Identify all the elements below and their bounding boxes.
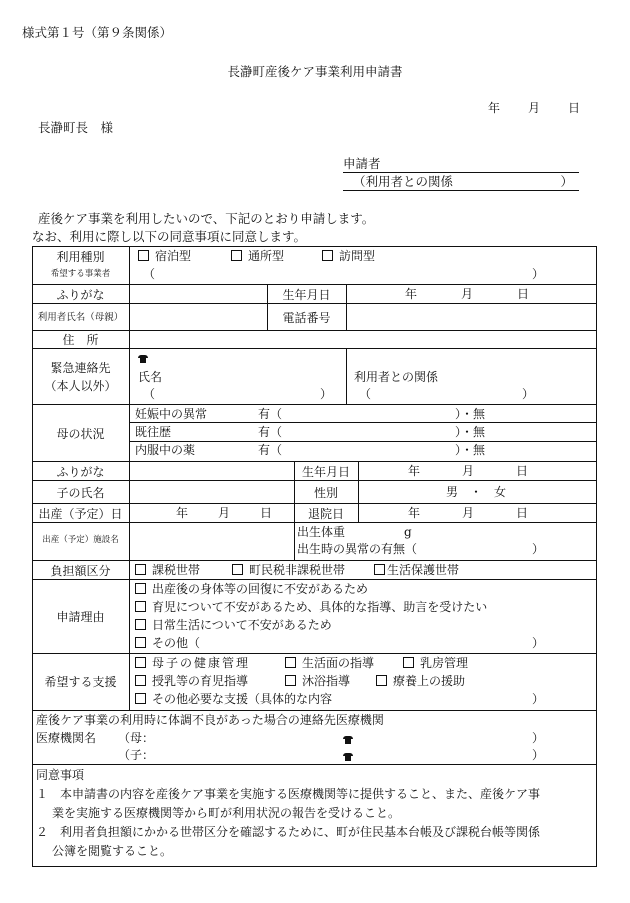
date-month: 月 xyxy=(528,101,541,115)
reason-option-other[interactable]: その他（ xyxy=(135,635,200,651)
checkbox[interactable] xyxy=(374,564,385,575)
reason-other-close: ） xyxy=(532,636,545,650)
usage-option-visit[interactable]: 訪問型 xyxy=(322,248,375,264)
phone-icon xyxy=(138,351,148,367)
due-date-fmt: 年 月 日 xyxy=(176,506,273,520)
relation-label: （利用者との関係 xyxy=(353,174,454,189)
status-has-pregnancy[interactable]: 有（ xyxy=(258,407,283,421)
provider-open-paren: （ xyxy=(143,267,156,281)
checkbox[interactable] xyxy=(403,657,414,668)
usage-type-sub: 希望する事業者 xyxy=(50,269,111,279)
emergency-name-label: 氏名 xyxy=(138,370,163,384)
emergency-relation-open: （ xyxy=(359,387,372,401)
emergency-relation-close: ） xyxy=(522,387,535,401)
medical-child-paren: （子： xyxy=(118,748,155,762)
checkbox[interactable] xyxy=(285,675,296,686)
reason-option-recovery[interactable]: 出産後の身体等の回復に不安があるため xyxy=(135,581,368,597)
support-bathing[interactable]: 沐浴指導 xyxy=(285,673,350,689)
weight-unit: g xyxy=(404,525,412,539)
facility-label: 出産（予定）施設名 xyxy=(42,535,119,545)
status-has-medicine[interactable]: 有（ xyxy=(258,443,283,457)
phone-label: 電話番号 xyxy=(282,311,331,325)
support-feeding[interactable]: 授乳等の育児指導 xyxy=(135,673,248,689)
usage-option-daycare[interactable]: 通所型 xyxy=(231,248,284,264)
status-none-pregnancy[interactable]: ）・無 xyxy=(455,407,486,421)
birth-weight-label: 出生体重 xyxy=(297,525,346,539)
checkbox[interactable] xyxy=(232,564,243,575)
checkbox[interactable] xyxy=(135,583,146,594)
burden-label: 負担額区分 xyxy=(50,564,111,578)
form-number: 様式第１号（第９条関係） xyxy=(22,25,173,40)
emergency-label-sub: （本人以外） xyxy=(44,379,117,393)
support-health[interactable]: 母子の健康管理 xyxy=(135,655,250,671)
checkbox[interactable] xyxy=(135,693,146,704)
burden-option-nontaxed[interactable]: 町民税非課税世帯 xyxy=(232,562,345,578)
checkbox[interactable] xyxy=(138,250,149,261)
checkbox[interactable] xyxy=(376,675,387,686)
applicant-label: 申請者 xyxy=(343,156,381,171)
medical-mother-phone-icon xyxy=(343,732,353,748)
medical-mother-paren: （母： xyxy=(118,731,155,745)
address-label: 住 所 xyxy=(62,333,99,347)
provider-close-paren: ） xyxy=(532,267,545,281)
furigana-label: ふりがな xyxy=(56,288,105,302)
checkbox[interactable] xyxy=(135,564,146,575)
status-label-pregnancy: 妊娠中の異常 xyxy=(135,407,208,421)
birth-abnormal-close: ） xyxy=(532,542,545,556)
consent-item-1b: 業を実施する医療機関等から町が利用状況の報告を受けること。 xyxy=(52,806,401,820)
status-none-history[interactable]: ）・無 xyxy=(455,425,486,439)
reason-option-childcare[interactable]: 育児について不安があるため、具体的な指導、助言を受けたい xyxy=(135,599,487,615)
reason-option-daily[interactable]: 日常生活について不安があるため xyxy=(135,617,332,633)
birth-abnormal-label: 出生時の異常の有無（ xyxy=(297,542,418,556)
applicant-line[interactable] xyxy=(343,156,579,173)
checkbox[interactable] xyxy=(322,250,333,261)
child-birth-label: 生年月日 xyxy=(301,465,350,479)
medical-heading: 産後ケア事業の利用時に体調不良があった場合の連絡先医療機関 xyxy=(36,713,384,727)
emergency-label: 緊急連絡先 xyxy=(50,361,111,375)
checkbox[interactable] xyxy=(135,637,146,648)
status-label-history: 既往歴 xyxy=(135,425,172,439)
burden-option-taxed[interactable]: 課税世帯 xyxy=(135,562,200,578)
relation-close: ） xyxy=(560,174,573,189)
consent-item-2a: ２ 利用者負担額にかかる世帯区分を確認するために、町が住民基本台帳及び課税台帳等関係 xyxy=(36,825,541,839)
usage-option-stay[interactable]: 宿泊型 xyxy=(138,248,191,264)
reason-label: 申請理由 xyxy=(56,610,105,624)
checkbox[interactable] xyxy=(231,250,242,261)
gender-label: 性別 xyxy=(313,486,338,500)
checkbox[interactable] xyxy=(135,619,146,630)
consent-item-2b: 公簿を閲覧すること。 xyxy=(52,844,173,858)
medical-child-phone-icon xyxy=(343,749,353,765)
mother-status-label: 母の状況 xyxy=(56,427,105,441)
status-label-medicine: 内服中の薬 xyxy=(135,443,196,457)
child-name-label: 子の氏名 xyxy=(56,486,105,500)
birth-date-fmt: 年 月 日 xyxy=(405,287,530,301)
user-name-label: 利用者氏名（母親） xyxy=(37,312,124,323)
discharge-label: 退院日 xyxy=(307,507,344,521)
relation-line[interactable] xyxy=(343,174,579,191)
date-year: 年 xyxy=(488,101,501,115)
burden-option-welfare[interactable]: 生活保護世帯 xyxy=(374,562,459,578)
emergency-open-paren: （ xyxy=(143,387,156,401)
discharge-date-fmt: 年 月 日 xyxy=(408,506,529,520)
page-title: 長瀞町産後ケア事業利用申請書 xyxy=(227,64,403,79)
checkbox[interactable] xyxy=(285,657,296,668)
intro-line-1: 産後ケア事業を利用したいので、下記のとおり申請します。 xyxy=(38,211,375,226)
medical-mother-close: ） xyxy=(532,731,545,745)
child-furigana-label: ふりがな xyxy=(56,465,105,479)
medical-child-close: ） xyxy=(532,748,545,762)
usage-type-label: 利用種別 xyxy=(56,250,105,264)
gender-options[interactable]: 男 ・ 女 xyxy=(446,485,507,499)
checkbox[interactable] xyxy=(135,675,146,686)
consent-heading: 同意事項 xyxy=(36,768,85,782)
emergency-close-paren: ） xyxy=(320,387,333,401)
intro-line-2: なお、利用に際し以下の同意事項に同意します。 xyxy=(32,229,307,244)
support-life[interactable]: 生活面の指導 xyxy=(285,655,374,671)
status-has-history[interactable]: 有（ xyxy=(258,425,283,439)
support-breast[interactable]: 乳房管理 xyxy=(403,655,468,671)
checkbox[interactable] xyxy=(135,601,146,612)
emergency-relation-label: 利用者との関係 xyxy=(354,370,439,384)
consent-item-1a: １ 本申請書の内容を産後ケア事業を実施する医療機関等に提供すること、また、産後ケア事 xyxy=(36,787,541,801)
date-day: 日 xyxy=(568,101,581,115)
child-birth-fmt: 年 月 日 xyxy=(408,464,529,478)
checkbox[interactable] xyxy=(135,657,146,668)
medical-name-label: 医療機関名 xyxy=(36,731,97,745)
addressee: 長瀞町長 様 xyxy=(38,120,114,135)
support-label: 希望する支援 xyxy=(44,675,117,689)
date-line xyxy=(488,100,580,116)
birth-label: 生年月日 xyxy=(282,288,331,302)
support-other-close: ） xyxy=(532,692,545,706)
status-none-medicine[interactable]: ）・無 xyxy=(455,443,486,457)
support-care[interactable]: 療養上の援助 xyxy=(376,673,465,689)
birth-date-label: 出産（予定）日 xyxy=(38,507,123,521)
support-other[interactable]: その他必要な支援（具体的な内容 xyxy=(135,691,332,707)
